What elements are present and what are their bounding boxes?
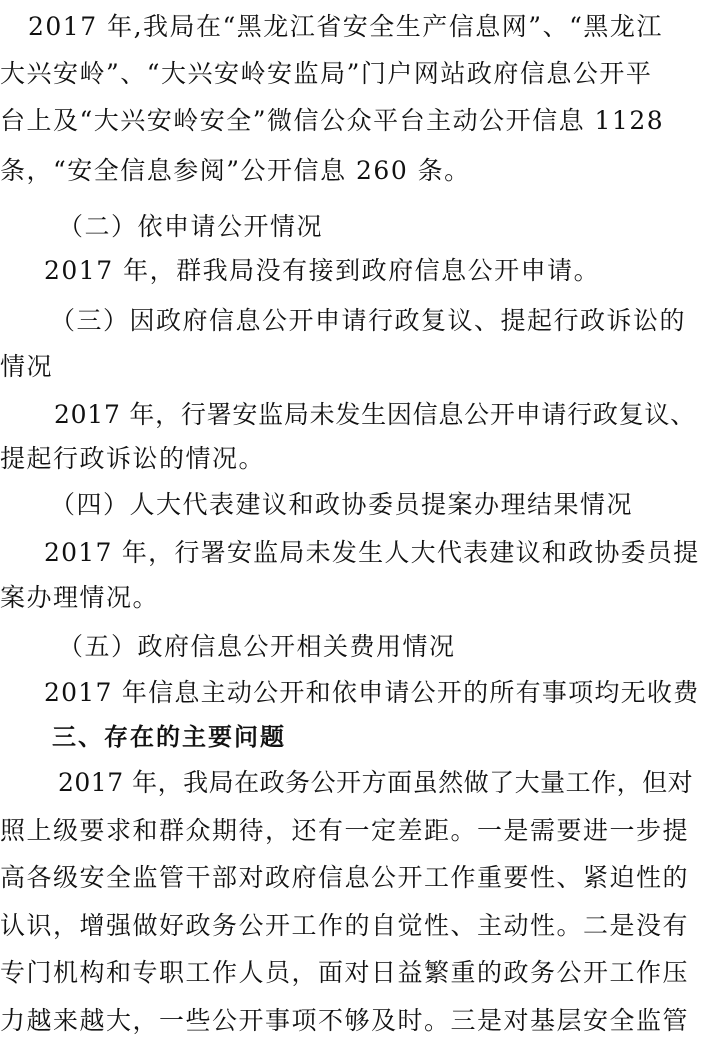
section-subheading: （五）政府信息公开相关费用情况 <box>58 632 456 661</box>
paragraph-line: 2017 年，我局在政务公开方面虽然做了大量工作，但对 <box>58 768 694 797</box>
section-subheading: （二）依申请公开情况 <box>58 212 324 241</box>
section-subheading: （三）因政府信息公开申请行政复议、提起行政诉讼的 <box>50 306 687 335</box>
section-heading: 三、存在的主要问题 <box>52 723 286 751</box>
paragraph-line: 认识，增强做好政务公开工作的自觉性、主动性。二是没有 <box>0 911 690 940</box>
paragraph-line: 台上及“大兴安岭安全”微信公众平台主动公开信息 1128 <box>0 106 665 135</box>
section-subheading: （四）人大代表建议和政协委员提案办理结果情况 <box>50 490 634 519</box>
paragraph-line: 条，“安全信息参阅”公开信息 260 条。 <box>0 156 471 185</box>
paragraph-line: 大兴安岭”、“大兴安岭安监局”门户网站政府信息公开平 <box>0 59 653 88</box>
paragraph-line: 2017 年,我局在“黑龙江省安全生产信息网”、“黑龙江 <box>28 12 663 41</box>
paragraph-line: 案办理情况。 <box>0 583 160 612</box>
paragraph-line: 提起行政诉讼的情况。 <box>0 444 266 473</box>
paragraph-line: 2017 年，群我局没有接到政府信息公开申请。 <box>44 256 601 285</box>
paragraph-line: 情况 <box>0 352 54 381</box>
paragraph-line: 高各级安全监管干部对政府信息公开工作重要性、紧迫性的 <box>0 863 690 892</box>
paragraph-line: 2017 年，行署安监局未发生人大代表建议和政协委员提 <box>44 538 700 567</box>
paragraph-line: 专门机构和专职工作人员，面对日益繁重的政务公开工作压 <box>0 958 690 987</box>
paragraph-line: 照上级要求和群众期待，还有一定差距。一是需要进一步提 <box>0 816 690 845</box>
paragraph-line: 2017 年，行署安监局未发生因信息公开申请行政复议、 <box>54 400 696 429</box>
paragraph-line: 力越来越大，一些公开事项不够及时。三是对基层安全监管 <box>0 1006 690 1035</box>
paragraph-line: 2017 年信息主动公开和依申请公开的所有事项均无收费 <box>44 678 700 707</box>
